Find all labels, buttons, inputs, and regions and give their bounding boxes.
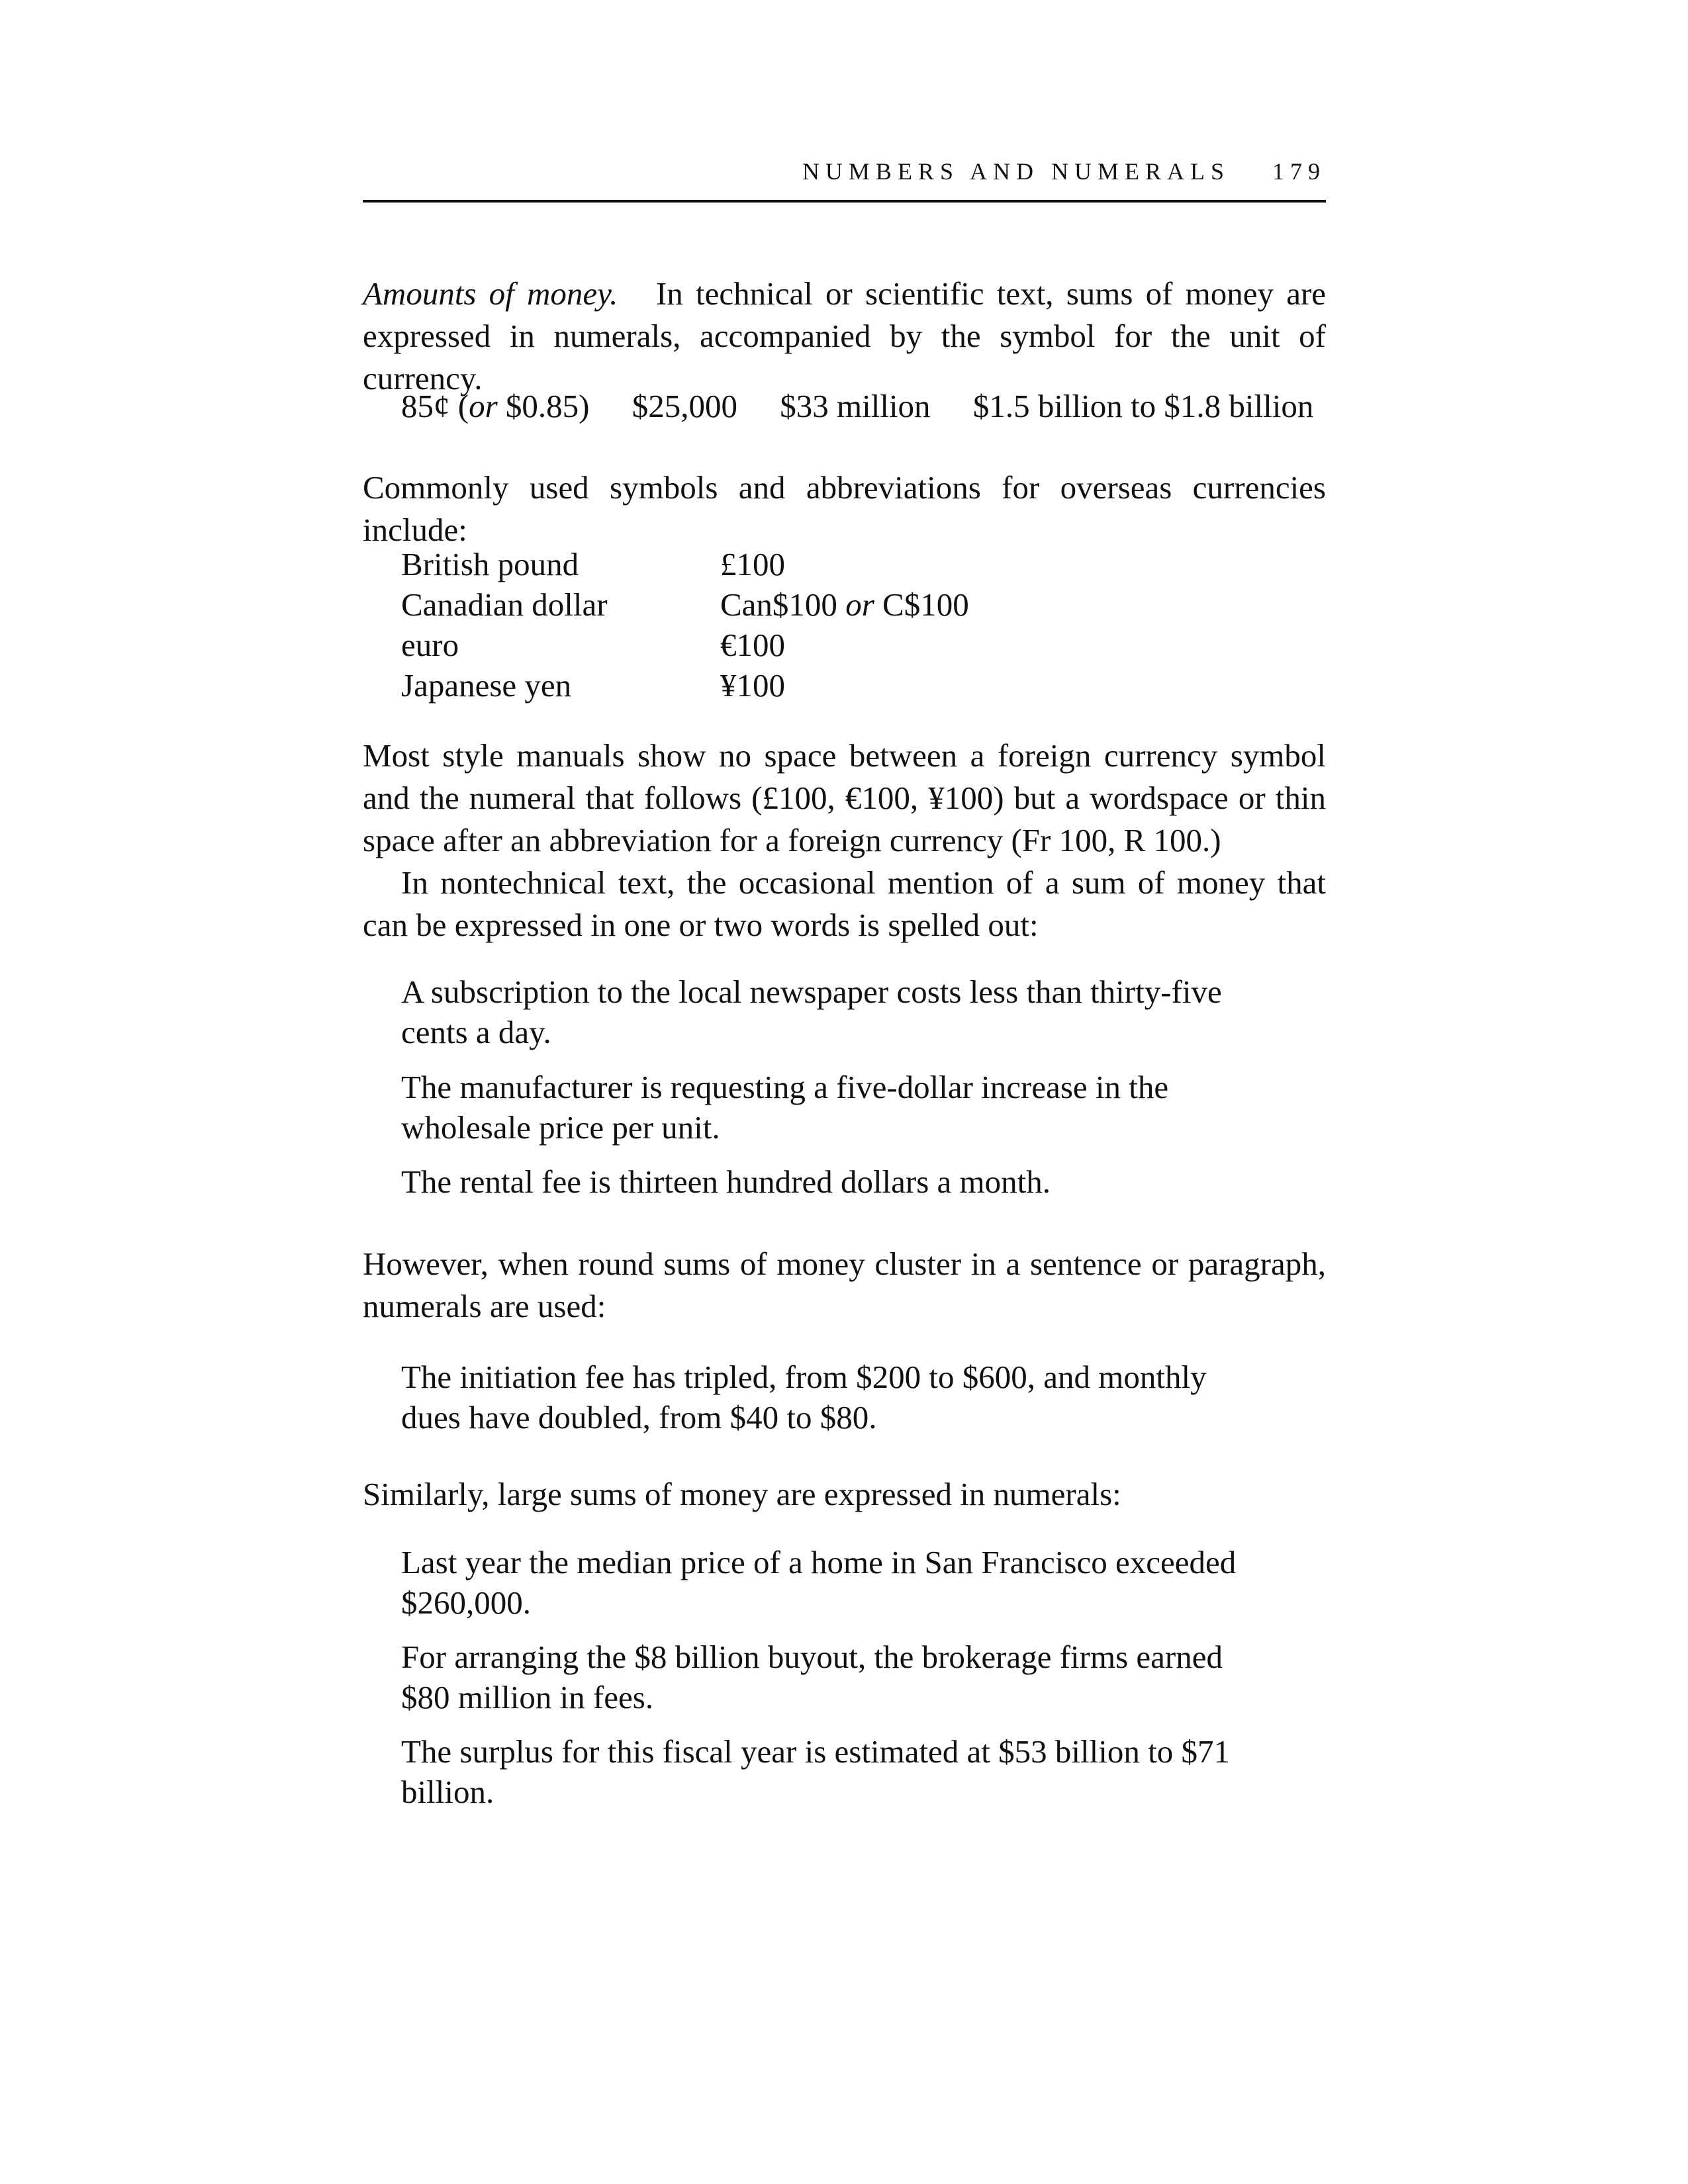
nontechnical-paragraph: In nontechnical text, the occasional mention of a sum of money that can be expressed in one or two words is spelled out:: [363, 864, 1326, 943]
currency-symbol: ¥100: [720, 667, 785, 704]
spelled-example: A subscription to the local newspaper costs less than thirty-five cents a day.: [401, 974, 1222, 1050]
currency-row: [401, 625, 969, 665]
currency-table: [401, 544, 969, 705]
example-thousands: $25,000: [632, 388, 737, 424]
currency-symbol: €100: [720, 627, 785, 663]
currency-symbol-b: C$100: [882, 586, 969, 623]
spelled-example: The manufacturer is requesting a five-dollar increase in the wholesale price per unit.: [401, 1069, 1169, 1146]
inline-examples: [401, 387, 1348, 425]
intro-text: In technical or scientific text, sums of money are expressed in numerals, accompanied by the symbol for the unit of currency.: [363, 275, 1327, 396]
currency-row: [401, 544, 969, 584]
header-rule: [363, 200, 1326, 203]
example-million: $33 million: [780, 388, 931, 424]
large-example: Last year the median price of a home in San Francisco exceeded $260,000.: [401, 1544, 1237, 1621]
currency-symbol: [720, 584, 969, 625]
spacing-paragraph: Most style manuals show no space between a foreign currency symbol and the numeral that follows (£100, €100, ¥100) but a wordspace or thin space after an abbreviation for a foreign currency (Fr 100, R 100.): [363, 737, 1326, 858]
example-billion-range: $1.5 billion to $1.8 billion: [972, 388, 1314, 424]
example-cents-prefix: 85¢ (: [401, 388, 469, 424]
currency-row: [401, 584, 969, 625]
currency-or: or: [845, 586, 874, 623]
large-example: For arranging the $8 billion buyout, the brokerage firms earned $80 million in fees.: [401, 1639, 1223, 1715]
running-head: [802, 158, 1326, 185]
spelled-example: The rental fee is thirteen hundred dollars a month.: [401, 1163, 1051, 1200]
large-example: The surplus for this fiscal year is estimated at $53 billion to $71 billion.: [401, 1733, 1230, 1810]
example-cents-suffix: $0.85): [497, 388, 590, 424]
currency-name: Japanese yen: [401, 667, 572, 704]
currency-name: euro: [401, 627, 459, 663]
currency-name: British pound: [401, 546, 579, 582]
page-number: 179: [1272, 158, 1326, 185]
currency-row: [401, 665, 969, 705]
currency-symbol: £100: [720, 546, 785, 582]
large-sums-paragraph: Similarly, large sums of money are expressed in numerals:: [363, 1476, 1121, 1512]
running-head-title: NUMBERS AND NUMERALS: [802, 158, 1230, 185]
run-in-head: Amounts of money.: [363, 275, 618, 312]
cluster-paragraph: However, when round sums of money cluster in a sentence or paragraph, numerals are used:: [363, 1246, 1326, 1324]
cluster-example: The initiation fee has tripled, from $200 to $600, and monthly dues have doubled, from $40 to $80.: [401, 1359, 1207, 1435]
currency-name: Canadian dollar: [401, 586, 608, 623]
currencies-intro: Commonly used symbols and abbreviations for overseas currencies include:: [363, 469, 1326, 548]
intro-paragraph: [363, 273, 1326, 400]
currency-symbol-a: Can$100: [720, 586, 837, 623]
example-cents: [401, 388, 589, 424]
example-cents-or: or: [469, 388, 498, 424]
